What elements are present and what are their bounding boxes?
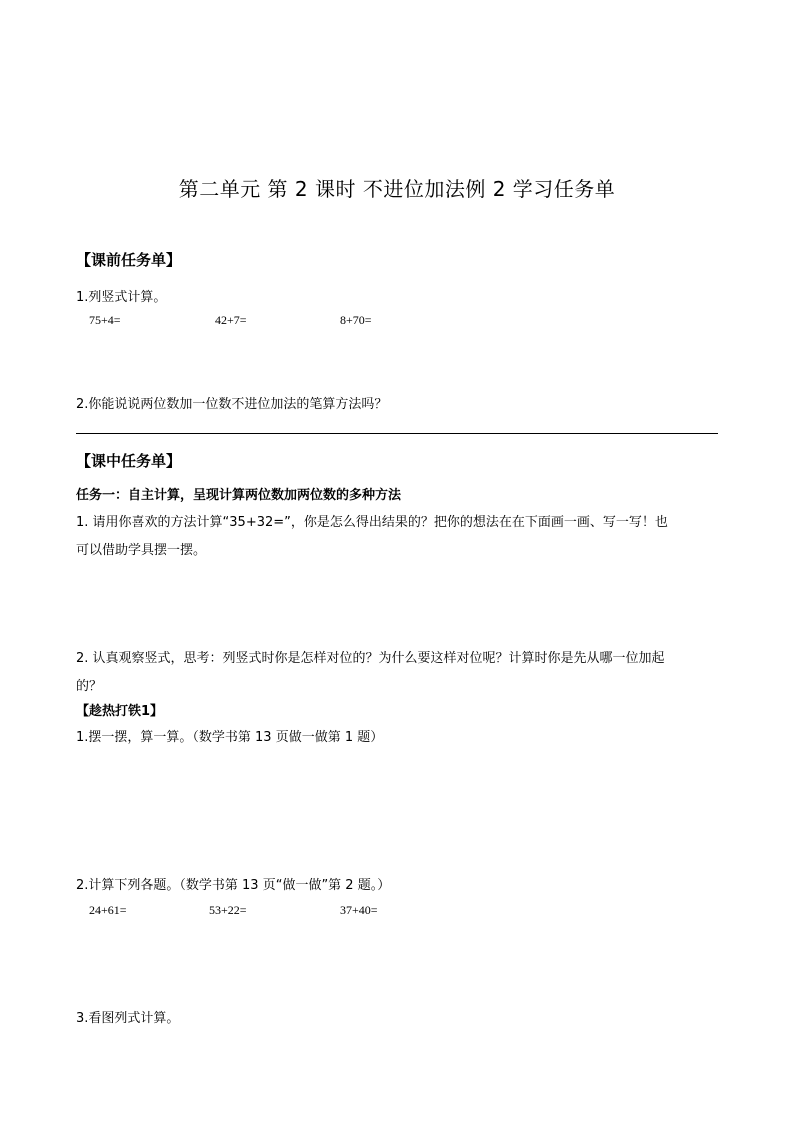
- in-class-question-2-line-2: 的？: [76, 679, 103, 694]
- pre-class-heading: 【课前任务单】: [76, 251, 182, 269]
- practice-expression-1: 24+61=: [89, 903, 127, 917]
- page-title: 第二单元 第 2 课时 不进位加法例 2 学习任务单: [178, 177, 616, 201]
- pre-class-question-1: 1.列竖式计算。: [76, 290, 167, 305]
- pre-class-expression-3: 8+70=: [340, 313, 372, 327]
- in-class-heading: 【课中任务单】: [76, 452, 182, 470]
- practice-expression-3: 37+40=: [340, 903, 378, 917]
- practice-expression-2: 53+22=: [209, 903, 247, 917]
- task-1-heading: 任务一：自主计算，呈现计算两位数加两位数的多种方法: [76, 488, 402, 503]
- practice-question-1: 1.摆一摆，算一算。（数学书第 13 页做一做第 1 题）: [76, 730, 384, 745]
- pre-class-expression-1: 75+4=: [89, 313, 121, 327]
- pre-class-question-2: 2.你能说说两位数加一位数不进位加法的笔算方法吗？: [76, 397, 388, 412]
- pre-class-expression-2: 42+7=: [215, 313, 247, 327]
- in-class-question-1-line-1: 1. 请用你喜欢的方法计算“35+32=”，你是怎么得出结果的？把你的想法在在下面画一画、写一写！也: [76, 515, 668, 530]
- section-divider: [76, 433, 718, 434]
- practice-heading: 【趁热打铁1】: [76, 704, 164, 719]
- practice-question-2: 2.计算下列各题。（数学书第 13 页“做一做”第 2 题。）: [76, 878, 391, 893]
- in-class-question-1-line-2: 可以借助学具摆一摆。: [76, 543, 207, 558]
- practice-question-3: 3.看图列式计算。: [76, 1011, 180, 1026]
- in-class-question-2-line-1: 2. 认真观察竖式，思考：列竖式时你是怎样对位的？为什么要这样对位呢？计算时你是先从哪一位加起: [76, 651, 665, 666]
